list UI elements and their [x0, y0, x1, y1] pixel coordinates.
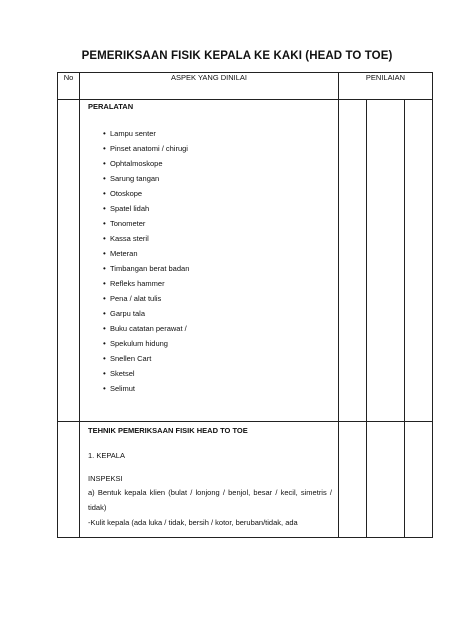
- list-item: [103, 291, 338, 306]
- bullet-icon: •: [103, 219, 106, 228]
- header-penilaian: PENILAIAN: [339, 73, 433, 100]
- list-item: [103, 186, 338, 201]
- bullet-icon: •: [103, 204, 106, 213]
- list-item-label: Sketsel: [110, 369, 135, 378]
- cell-no: [58, 422, 80, 538]
- bullet-icon: •: [103, 369, 106, 378]
- list-item-label: Timbangan berat badan: [110, 264, 190, 273]
- list-item-label: Snellen Cart: [110, 354, 152, 363]
- list-item: [103, 276, 338, 291]
- list-item: [103, 246, 338, 261]
- table-row-peralatan: [58, 100, 433, 422]
- cell-teknik: [80, 422, 339, 538]
- bullet-icon: •: [103, 144, 106, 153]
- assessment-table: [57, 72, 433, 538]
- list-item-label: Spatel lidah: [110, 204, 150, 213]
- equipment-list: [80, 126, 338, 396]
- header-aspek: ASPEK YANG DINILAI: [80, 73, 339, 100]
- list-item-label: Pena / alat tulis: [110, 294, 162, 303]
- list-item-label: Pinset anatomi / chirugi: [110, 144, 188, 153]
- score-cell-2: [367, 100, 405, 422]
- bullet-icon: •: [103, 264, 106, 273]
- list-item-label: Selimut: [110, 384, 136, 393]
- bullet-icon: •: [103, 279, 106, 288]
- cell-peralatan: [80, 100, 339, 422]
- list-item-label: Sarung tangan: [110, 174, 160, 183]
- bullet-icon: •: [103, 294, 106, 303]
- list-item-label: Lampu senter: [110, 129, 156, 138]
- section-kepala: 1. KEPALA: [88, 451, 125, 460]
- bullet-icon: •: [103, 384, 106, 393]
- bullet-icon: •: [103, 174, 106, 183]
- list-item-label: Tonometer: [110, 219, 146, 228]
- list-item: [103, 336, 338, 351]
- bullet-icon: •: [103, 189, 106, 198]
- score-cell-3: [405, 422, 433, 538]
- list-item: [103, 381, 338, 396]
- list-item: [103, 261, 338, 276]
- list-item-label: Garpu tala: [110, 309, 146, 318]
- inspeksi-line-b: -Kulit kepala (ada luka / tidak, bersih / kotor, beruban/tidak, ada: [88, 518, 298, 527]
- score-cell-2: [367, 422, 405, 538]
- subsection-inspeksi: INSPEKSI: [88, 474, 123, 483]
- list-item: [103, 321, 338, 336]
- bullet-icon: •: [103, 309, 106, 318]
- bullet-icon: •: [103, 159, 106, 168]
- list-item-label: Spekulum hidung: [110, 339, 168, 348]
- list-item: [103, 141, 338, 156]
- list-item: [103, 366, 338, 381]
- list-item: [103, 156, 338, 171]
- bullet-icon: •: [103, 339, 106, 348]
- bullet-icon: •: [103, 249, 106, 258]
- list-item-label: Refleks hammer: [110, 279, 165, 288]
- table-header-row: [58, 73, 433, 100]
- table-row-teknik: [58, 422, 433, 538]
- page-title: PEMERIKSAAN FISIK KEPALA KE KAKI (HEAD TO TOE): [81, 50, 393, 62]
- list-item-label: Meteran: [110, 249, 138, 258]
- bullet-icon: •: [103, 324, 106, 333]
- bullet-icon: •: [103, 354, 106, 363]
- list-item: [103, 216, 338, 231]
- score-cell-1: [339, 422, 367, 538]
- list-item-label: Otoskope: [110, 189, 143, 198]
- list-item: [103, 171, 338, 186]
- bullet-icon: •: [103, 129, 106, 138]
- score-cell-3: [405, 100, 433, 422]
- list-item: [103, 306, 338, 321]
- list-item: [103, 126, 338, 141]
- list-item-label: Buku catatan perawat /: [110, 324, 187, 333]
- list-item: [103, 231, 338, 246]
- bullet-icon: •: [103, 234, 106, 243]
- peralatan-heading: PERALATAN: [88, 102, 134, 111]
- header-no: No: [58, 73, 80, 100]
- inspeksi-line-a: a) Bentuk kepala klien (bulat / lonjong / benjol, besar / kecil, simetris / tidak): [88, 488, 332, 512]
- teknik-heading: TEHNIK PEMERIKSAAN FISIK HEAD TO TOE: [88, 426, 248, 435]
- list-item-label: Kassa steril: [110, 234, 149, 243]
- list-item: [103, 201, 338, 216]
- score-cell-1: [339, 100, 367, 422]
- cell-no: [58, 100, 80, 422]
- list-item-label: Ophtalmoskope: [110, 159, 163, 168]
- list-item: [103, 351, 338, 366]
